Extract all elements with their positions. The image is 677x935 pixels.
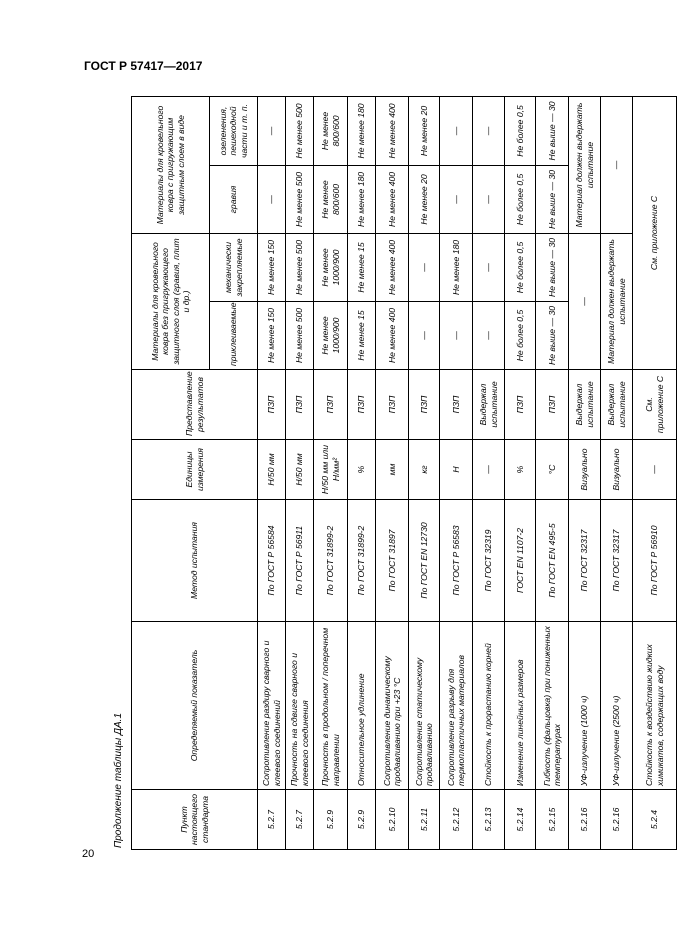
cell-clause: 5.2.15 — [536, 790, 569, 850]
cell-g2b: Не более 0,5 — [505, 96, 536, 165]
cell-g2b: — — [440, 96, 473, 165]
cell-g2a: Не более 0,5 — [505, 165, 536, 233]
cell-method: По ГОСТ EN 12730 — [409, 500, 440, 622]
cell-method: По ГОСТ 31897 — [376, 500, 409, 622]
cell-units: — — [473, 440, 505, 500]
cell-g1b: Не менее 15 — [348, 233, 376, 301]
table-row — [258, 96, 286, 849]
col-header-group1-sub2: механически закрепляемые — [210, 233, 258, 301]
cell-method: По ГОСТ 32319 — [473, 500, 505, 622]
cell-results: ПЗП — [440, 370, 473, 440]
data-table — [131, 96, 677, 850]
cell-g1b: Не менее 500 — [286, 233, 314, 301]
cell-clause: 5.2.7 — [286, 790, 314, 850]
cell-g2a: Не менее 400 — [376, 165, 409, 233]
table-row — [569, 96, 601, 849]
cell-indicator: Изменение линейных размеров — [505, 622, 536, 790]
cell-results: ПЗП — [536, 370, 569, 440]
table-row — [633, 96, 677, 849]
cell-indicator: Стойкость к воздействию жидких химикатов, содержащих воду — [633, 622, 677, 790]
cell-method: По ГОСТ Р 56911 — [286, 500, 314, 622]
cell-clause: 5.2.11 — [409, 790, 440, 850]
table-row — [314, 96, 348, 849]
cell-g2b: — — [473, 96, 505, 165]
cell-results: Выдержал испытание — [473, 370, 505, 440]
cell-g2b: Не менее 800/600 — [314, 96, 348, 165]
cell-units: °С — [536, 440, 569, 500]
col-header-group1-sub1: приклеиваемые — [210, 302, 258, 370]
cell-g2b: Не выше — 30 — [536, 96, 569, 165]
cell-g1: Материал должен выдержать испытание — [601, 233, 633, 369]
cell-g2: — — [601, 96, 633, 233]
cell-indicator: Прочность на сдвиге сварного и клеевого соединения — [286, 622, 314, 790]
table-row — [440, 96, 473, 849]
cell-g1a: — — [473, 302, 505, 370]
cell-clause: 5.2.16 — [569, 790, 601, 850]
cell-indicator: Относительное удлинение — [348, 622, 376, 790]
cell-g1b: Не менее 150 — [258, 233, 286, 301]
cell-clause: 5.2.14 — [505, 790, 536, 850]
cell-g2a: — — [440, 165, 473, 233]
cell-g2a: Не менее 800/600 — [314, 165, 348, 233]
cell-indicator: Гибкость (фальцовка) при пониженных температурах — [536, 622, 569, 790]
cell-results: Выдержал испытание — [569, 370, 601, 440]
cell-method: По ГОСТ 32317 — [601, 500, 633, 622]
cell-g2: Материал должен выдержать испытание — [569, 96, 601, 233]
cell-g2a: Не выше — 30 — [536, 165, 569, 233]
cell-results: ПЗП — [258, 370, 286, 440]
rotated-table-block — [107, 97, 665, 850]
cell-g1b: — — [409, 233, 440, 301]
cell-g2a: Не менее 500 — [286, 165, 314, 233]
cell-g1a: Не менее 15 — [348, 302, 376, 370]
cell-indicator: УФ-излучение (2500 ч) — [601, 622, 633, 790]
cell-clause: 5.2.4 — [633, 790, 677, 850]
cell-clause: 5.2.13 — [473, 790, 505, 850]
page-number: 20 — [82, 848, 95, 860]
cell-method: По ГОСТ 31899-2 — [314, 500, 348, 622]
cell-g1b: Не менее 1000/900 — [314, 233, 348, 301]
cell-g2b: Не менее 20 — [409, 96, 440, 165]
col-header-method: Метод испытания — [132, 500, 258, 622]
col-header-results: Представление результатов — [132, 370, 258, 440]
cell-indicator: Сопротивление разрыву для термопластичных материалов — [440, 622, 473, 790]
cell-method: По ГОСТ EN 495-5 — [536, 500, 569, 622]
cell-units: % — [348, 440, 376, 500]
cell-units: Н/50 мм — [258, 440, 286, 500]
cell-g1a: Не менее 150 — [258, 302, 286, 370]
cell-g1b: Не менее 180 — [440, 233, 473, 301]
cell-g2a: — — [473, 165, 505, 233]
cell-results: Выдержал испытание — [601, 370, 633, 440]
cell-clause: 5.2.12 — [440, 790, 473, 850]
cell-results: ПЗП — [376, 370, 409, 440]
col-header-group2-sub1: гравия — [210, 165, 258, 233]
cell-clause: 5.2.9 — [348, 790, 376, 850]
cell-g2a: Не менее 20 — [409, 165, 440, 233]
cell-indicator: УФ-излучение (1000 ч) — [569, 622, 601, 790]
table-row — [348, 96, 376, 849]
table-row — [601, 96, 633, 849]
cell-units: Н/50 мм — [286, 440, 314, 500]
cell-indicator: Стойкость к прорастанию корней — [473, 622, 505, 790]
cell-g1a: Не более 0,5 — [505, 302, 536, 370]
cell-results: ПЗП — [314, 370, 348, 440]
cell-clause: 5.2.9 — [314, 790, 348, 850]
cell-units: % — [505, 440, 536, 500]
cell-g1a: Не менее 400 — [376, 302, 409, 370]
cell-method: По ГОСТ Р 56584 — [258, 500, 286, 622]
cell-g1b: Не более 0,5 — [505, 233, 536, 301]
col-header-group1: Материалы для кровельного ковра без пригружающего защитного слоя (гравия, плит и др.) — [132, 233, 210, 369]
table-row — [536, 96, 569, 849]
table-caption: Продолжение таблицы ДА.1 — [113, 712, 124, 848]
cell-g1a: Не выше — 30 — [536, 302, 569, 370]
cell-units: кг — [409, 440, 440, 500]
table-row — [376, 96, 409, 849]
cell-units: Визуально — [601, 440, 633, 500]
cell-results: ПЗП — [409, 370, 440, 440]
col-header-group2-sub2: озеленения, пешеходной части и т. п. — [210, 96, 258, 165]
cell-clause: 5.2.10 — [376, 790, 409, 850]
cell-g2b: Не менее 500 — [286, 96, 314, 165]
cell-units: Визуально — [569, 440, 601, 500]
cell-g2a: Не менее 180 — [348, 165, 376, 233]
cell-indicator: Сопротивление раздиру сварного и клеевого соединений — [258, 622, 286, 790]
cell-method: По ГОСТ 32317 — [569, 500, 601, 622]
page-header: ГОСТ Р 57417—2017 — [84, 59, 203, 73]
cell-g2b: — — [258, 96, 286, 165]
col-header-indicator: Определяемый показатель — [132, 622, 258, 790]
col-header-units: Единицы измерения — [132, 440, 258, 500]
cell-g1a: Не менее 1000/900 — [314, 302, 348, 370]
cell-units: — — [633, 440, 677, 500]
cell-clause: 5.2.16 — [601, 790, 633, 850]
table-row — [286, 96, 314, 849]
cell-groups-merged: См. приложение С — [633, 96, 677, 369]
cell-clause: 5.2.7 — [258, 790, 286, 850]
cell-g2b: Не менее 180 — [348, 96, 376, 165]
cell-g1b: Не выше — 30 — [536, 233, 569, 301]
cell-g1: — — [569, 233, 601, 369]
cell-indicator: Сопротивление динамическому продавливанию при +23 °С — [376, 622, 409, 790]
cell-method: По ГОСТ Р 56910 — [633, 500, 677, 622]
cell-g1b: Не менее 400 — [376, 233, 409, 301]
cell-g2b: Не менее 400 — [376, 96, 409, 165]
cell-indicator: Сопротивление статическому продавливанию — [409, 622, 440, 790]
cell-results: См. приложение С — [633, 370, 677, 440]
cell-units: Н — [440, 440, 473, 500]
col-header-group2: Материалы для кровельного ковра с пригружающим защитным слоем в виде — [132, 96, 210, 233]
cell-method: ГОСТ EN 1107-2 — [505, 500, 536, 622]
table-row — [473, 96, 505, 849]
table-row — [409, 96, 440, 849]
cell-g1a: — — [440, 302, 473, 370]
cell-indicator: Прочность в продольном / поперечном направлении — [314, 622, 348, 790]
cell-results: ПЗП — [505, 370, 536, 440]
cell-results: ПЗП — [286, 370, 314, 440]
cell-g2a: — — [258, 165, 286, 233]
cell-results: ПЗП — [348, 370, 376, 440]
table-row — [505, 96, 536, 849]
cell-method: По ГОСТ 31899-2 — [348, 500, 376, 622]
col-header-clause: Пункт настоящего стандарта — [132, 790, 258, 850]
cell-g1b: — — [473, 233, 505, 301]
cell-g1a: — — [409, 302, 440, 370]
cell-units: мм — [376, 440, 409, 500]
cell-units: Н/50 мм или Н/мм² — [314, 440, 348, 500]
cell-g1a: Не менее 500 — [286, 302, 314, 370]
cell-method: По ГОСТ Р 56583 — [440, 500, 473, 622]
